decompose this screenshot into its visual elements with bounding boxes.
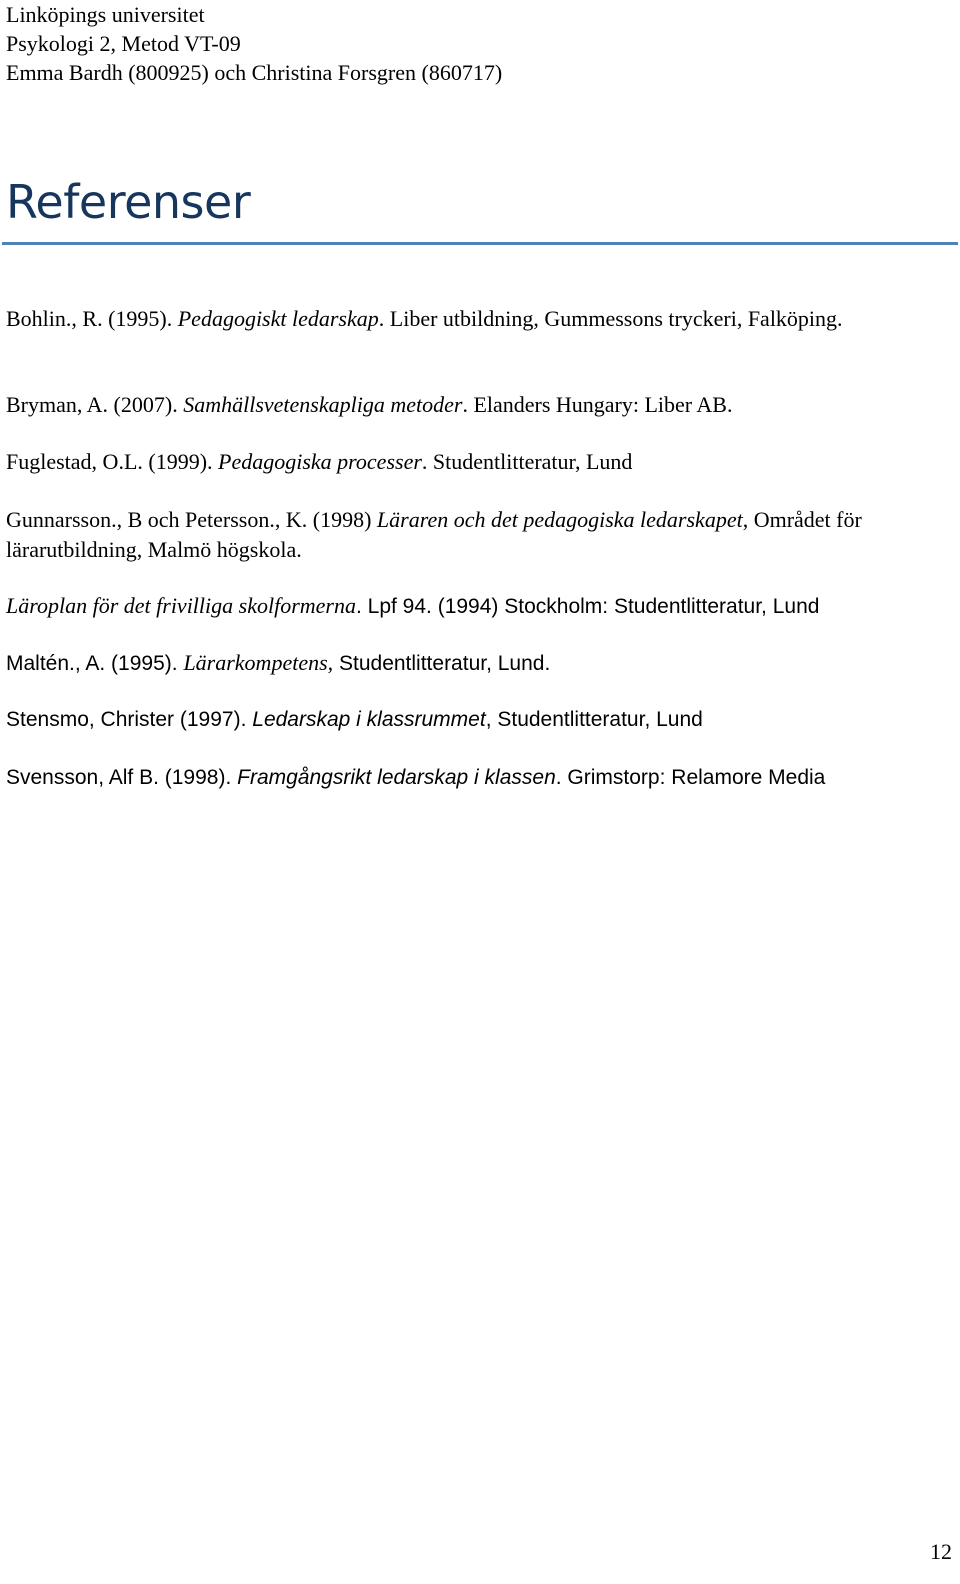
- reference-title: Samhällsvetenskapliga metoder: [183, 392, 463, 417]
- reference-title: Pedagogiska processer: [218, 449, 422, 474]
- reference-authors: Stensmo, Christer (1997).: [6, 708, 253, 731]
- reference-publisher: , Studentlitteratur, Lund: [485, 708, 703, 731]
- page-number: 12: [930, 1539, 952, 1564]
- header-course: Psykologi 2, Metod VT-09: [6, 31, 241, 56]
- reference-item: [6, 648, 956, 679]
- page-title: Referenser: [6, 175, 251, 229]
- reference-item: [6, 705, 956, 735]
- reference-item: [6, 447, 956, 477]
- reference-item: [6, 505, 956, 565]
- reference-authors: Bryman, A. (2007).: [6, 392, 184, 417]
- header-authors: Emma Bardh (800925) och Christina Forsgren (860717): [6, 60, 503, 85]
- reference-title: Ledarskap i klassrummet: [252, 708, 486, 731]
- reference-title: Framgångsrikt ledarskap i klassen: [237, 766, 556, 789]
- document-header: [6, 0, 502, 87]
- heading-underline: [2, 242, 958, 245]
- reference-title: Pedagogiskt ledarskap: [177, 306, 379, 331]
- reference-title: Läroplan för det frivilliga skolformerna: [6, 593, 356, 618]
- header-university: Linköpings universitet: [6, 2, 205, 27]
- reference-item: [6, 390, 956, 420]
- reference-item: [6, 591, 956, 622]
- reference-title: Lärarkompetens,: [183, 650, 334, 675]
- reference-publisher: . Grimstorp: Relamore Media: [555, 766, 826, 789]
- reference-publisher: Studentlitteratur, Lund.: [333, 652, 551, 675]
- reference-item: [6, 304, 956, 334]
- reference-title: Läraren och det pedagogiska ledarskapet: [376, 507, 743, 532]
- reference-publisher: . Lpf 94. (1994) Stockholm: Studentlitteratur, Lund: [355, 595, 820, 618]
- reference-authors: Fuglestad, O.L. (1999).: [6, 449, 219, 474]
- reference-authors: Maltén., A. (1995).: [6, 652, 184, 675]
- reference-authors: Gunnarsson., B och Petersson., K. (1998): [6, 507, 377, 532]
- reference-publisher: . Liber utbildning, Gummessons tryckeri, Falköping.: [378, 306, 843, 331]
- reference-publisher: . Elanders Hungary: Liber AB.: [462, 392, 733, 417]
- reference-authors: Bohlin., R. (1995).: [6, 306, 178, 331]
- reference-publisher: . Studentlitteratur, Lund: [421, 449, 633, 474]
- reference-publisher: , Området för lärarutbildning, Malmö högskola.: [6, 507, 862, 562]
- reference-authors: Svensson, Alf B. (1998).: [6, 766, 238, 789]
- reference-item: [6, 763, 956, 793]
